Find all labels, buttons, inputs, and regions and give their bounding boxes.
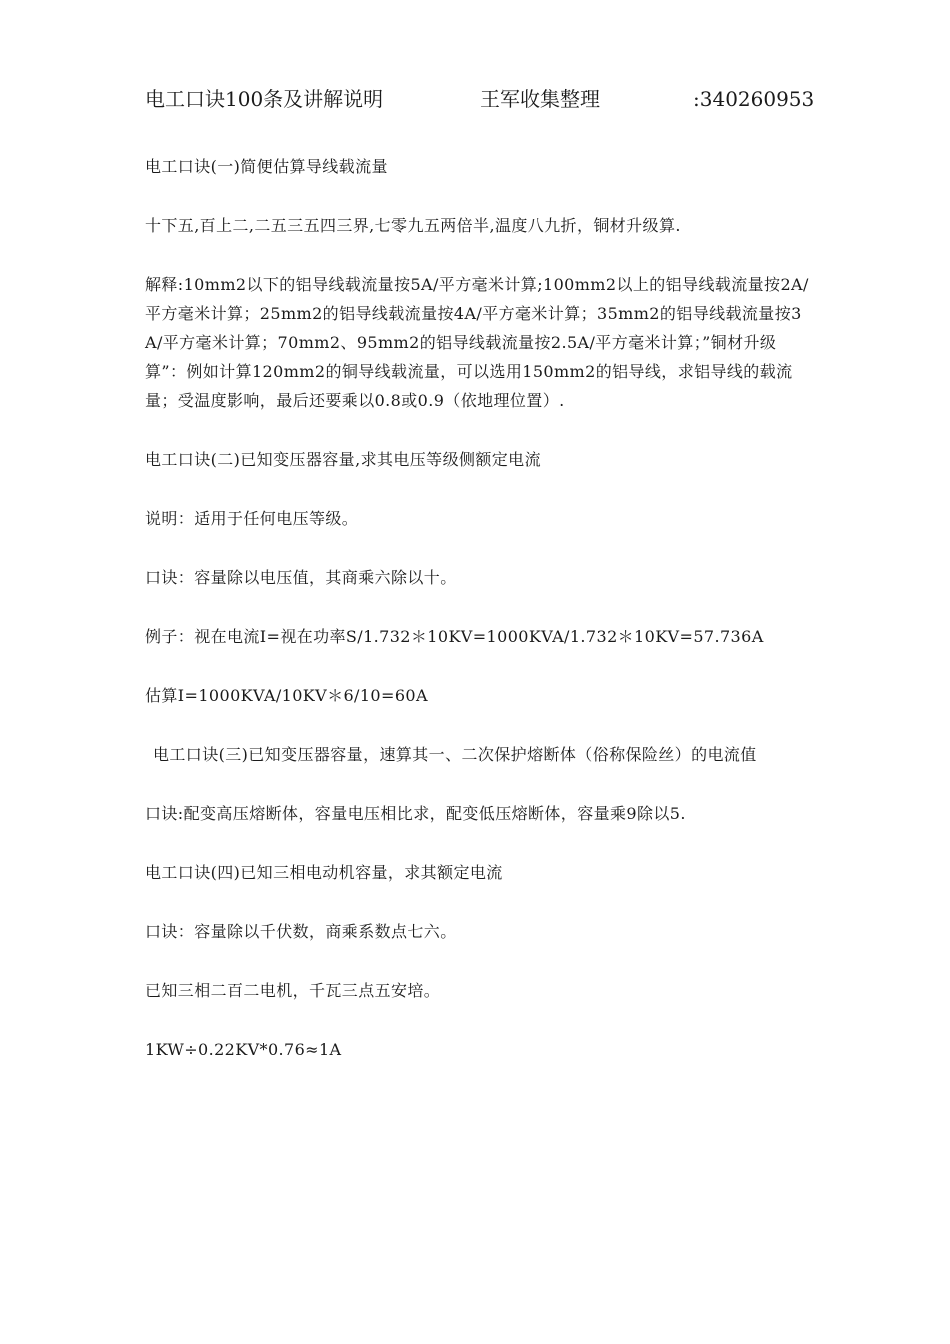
note-paragraph-2: 说明：适用于任何电压等级。	[145, 509, 359, 528]
document-body	[145, 152, 817, 1064]
formula-verse-1: 十下五,百上二,二五三五四三界,七零九五两倍半,温度八九折，铜材升级算.	[145, 216, 681, 235]
formula-verse-4: 口诀：容量除以千伏数，商乘系数点七六。	[145, 922, 457, 941]
formula-verse-3: 口诀:配变高压熔断体，容量电压相比求，配变低压熔断体，容量乘9除以5.	[145, 804, 686, 823]
estimate-paragraph-2: 估算I=1000KVA/10KV＊6/10=60A	[145, 686, 428, 705]
section-heading-3: 电工口诀(三)已知变压器容量，速算其一、二次保护熔断体（俗称保险丝）的电流值	[153, 745, 757, 764]
formula-verse-4b: 已知三相二百二电机，千瓦三点五安培。	[145, 981, 441, 1000]
section-heading-2: 电工口诀(二)已知变压器容量,求其电压等级侧额定电流	[145, 450, 541, 469]
explanation-paragraph-1: 解释:10mm2以下的铝导线载流量按5A/平方毫米计算;100mm2以上的铝导线载流量按2A/平方毫米计算；25mm2的铝导线载流量按4A/平方毫米计算；35mm2的铝导线载流量按3A/平方毫米计算；70mm2、95mm2的铝导线载流量按2.5A/平方毫米计算；”铜材升级算”：例如计算120mm2的铜导线载流量，可以选用150mm2的铝导线，求铝导线的载流量；受温度影响，最后还要乘以0.8或0.9（依地理位置）.	[145, 275, 809, 410]
contact-number: :340260953	[693, 87, 815, 111]
formula-verse-2: 口诀：容量除以电压值，其商乘六除以十。	[145, 568, 457, 587]
author-credit: 王军收集整理	[480, 87, 600, 111]
section-heading-1: 电工口诀(一)简便估算导线载流量	[145, 157, 388, 176]
section-heading-4: 电工口诀(四)已知三相电动机容量，求其额定电流	[145, 863, 503, 882]
example-paragraph-2: 例子：视在电流I=视在功率S/1.732＊10KV=1000KVA/1.732＊10KV=57.736A	[145, 627, 764, 646]
calculation-paragraph-4: 1KW÷0.22KV*0.76≈1A	[145, 1040, 342, 1059]
document-title: 电工口诀100条及讲解说明	[145, 87, 384, 111]
page-header	[145, 84, 825, 114]
